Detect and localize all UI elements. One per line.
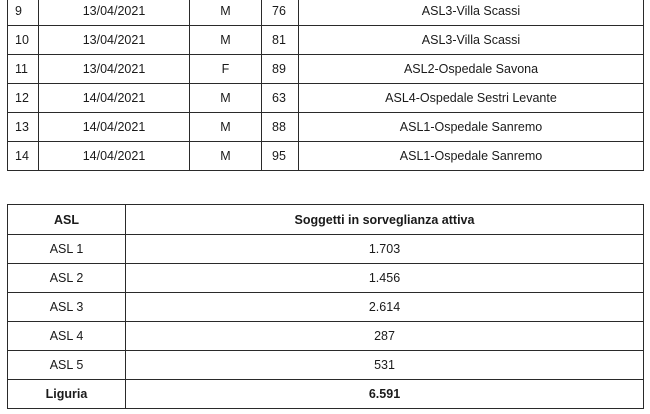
deaths-table-body bbox=[8, 0, 644, 171]
row-asl: ASL 1 bbox=[8, 235, 126, 264]
row-sex: M bbox=[190, 142, 262, 171]
table-row bbox=[8, 322, 644, 351]
row-count: 1.703 bbox=[126, 235, 644, 264]
row-hospital: ASL3-Villa Scassi bbox=[299, 26, 644, 55]
row-number: 9 bbox=[8, 0, 39, 26]
surveillance-table-body bbox=[8, 235, 644, 409]
row-sex: F bbox=[190, 55, 262, 84]
row-age: 89 bbox=[262, 55, 299, 84]
row-age: 76 bbox=[262, 0, 299, 26]
column-header-asl: ASL bbox=[8, 205, 126, 235]
row-date: 13/04/2021 bbox=[39, 0, 190, 26]
table-row bbox=[8, 113, 644, 142]
table-row bbox=[8, 142, 644, 171]
table-row bbox=[8, 351, 644, 380]
row-sex: M bbox=[190, 0, 262, 26]
surveillance-table-header bbox=[8, 205, 644, 235]
column-header-count: Soggetti in sorveglianza attiva bbox=[126, 205, 644, 235]
row-number: 12 bbox=[8, 84, 39, 113]
row-date: 14/04/2021 bbox=[39, 113, 190, 142]
surveillance-table bbox=[7, 204, 644, 409]
row-asl: ASL 5 bbox=[8, 351, 126, 380]
row-hospital: ASL1-Ospedale Sanremo bbox=[299, 113, 644, 142]
total-row bbox=[8, 380, 644, 409]
row-hospital: ASL4-Ospedale Sestri Levante bbox=[299, 84, 644, 113]
row-sex: M bbox=[190, 26, 262, 55]
row-hospital: ASL1-Ospedale Sanremo bbox=[299, 142, 644, 171]
row-count: 1.456 bbox=[126, 264, 644, 293]
row-age: 63 bbox=[262, 84, 299, 113]
row-age: 95 bbox=[262, 142, 299, 171]
table-row bbox=[8, 55, 644, 84]
row-number: 11 bbox=[8, 55, 39, 84]
row-asl: ASL 3 bbox=[8, 293, 126, 322]
header-row bbox=[8, 205, 644, 235]
row-date: 13/04/2021 bbox=[39, 55, 190, 84]
row-age: 81 bbox=[262, 26, 299, 55]
row-sex: M bbox=[190, 84, 262, 113]
row-date: 14/04/2021 bbox=[39, 84, 190, 113]
table-row bbox=[8, 26, 644, 55]
total-label: Liguria bbox=[8, 380, 126, 409]
row-number: 10 bbox=[8, 26, 39, 55]
row-count: 287 bbox=[126, 322, 644, 351]
row-asl: ASL 2 bbox=[8, 264, 126, 293]
row-date: 13/04/2021 bbox=[39, 26, 190, 55]
row-sex: M bbox=[190, 113, 262, 142]
row-count: 2.614 bbox=[126, 293, 644, 322]
row-age: 88 bbox=[262, 113, 299, 142]
row-count: 531 bbox=[126, 351, 644, 380]
row-number: 13 bbox=[8, 113, 39, 142]
total-count: 6.591 bbox=[126, 380, 644, 409]
row-hospital: ASL2-Ospedale Savona bbox=[299, 55, 644, 84]
row-hospital: ASL3-Villa Scassi bbox=[299, 0, 644, 26]
table-row bbox=[8, 235, 644, 264]
table-row bbox=[8, 293, 644, 322]
row-date: 14/04/2021 bbox=[39, 142, 190, 171]
row-number: 14 bbox=[8, 142, 39, 171]
row-asl: ASL 4 bbox=[8, 322, 126, 351]
deaths-table bbox=[7, 0, 644, 171]
table-row bbox=[8, 264, 644, 293]
table-row bbox=[8, 0, 644, 26]
table-row bbox=[8, 84, 644, 113]
